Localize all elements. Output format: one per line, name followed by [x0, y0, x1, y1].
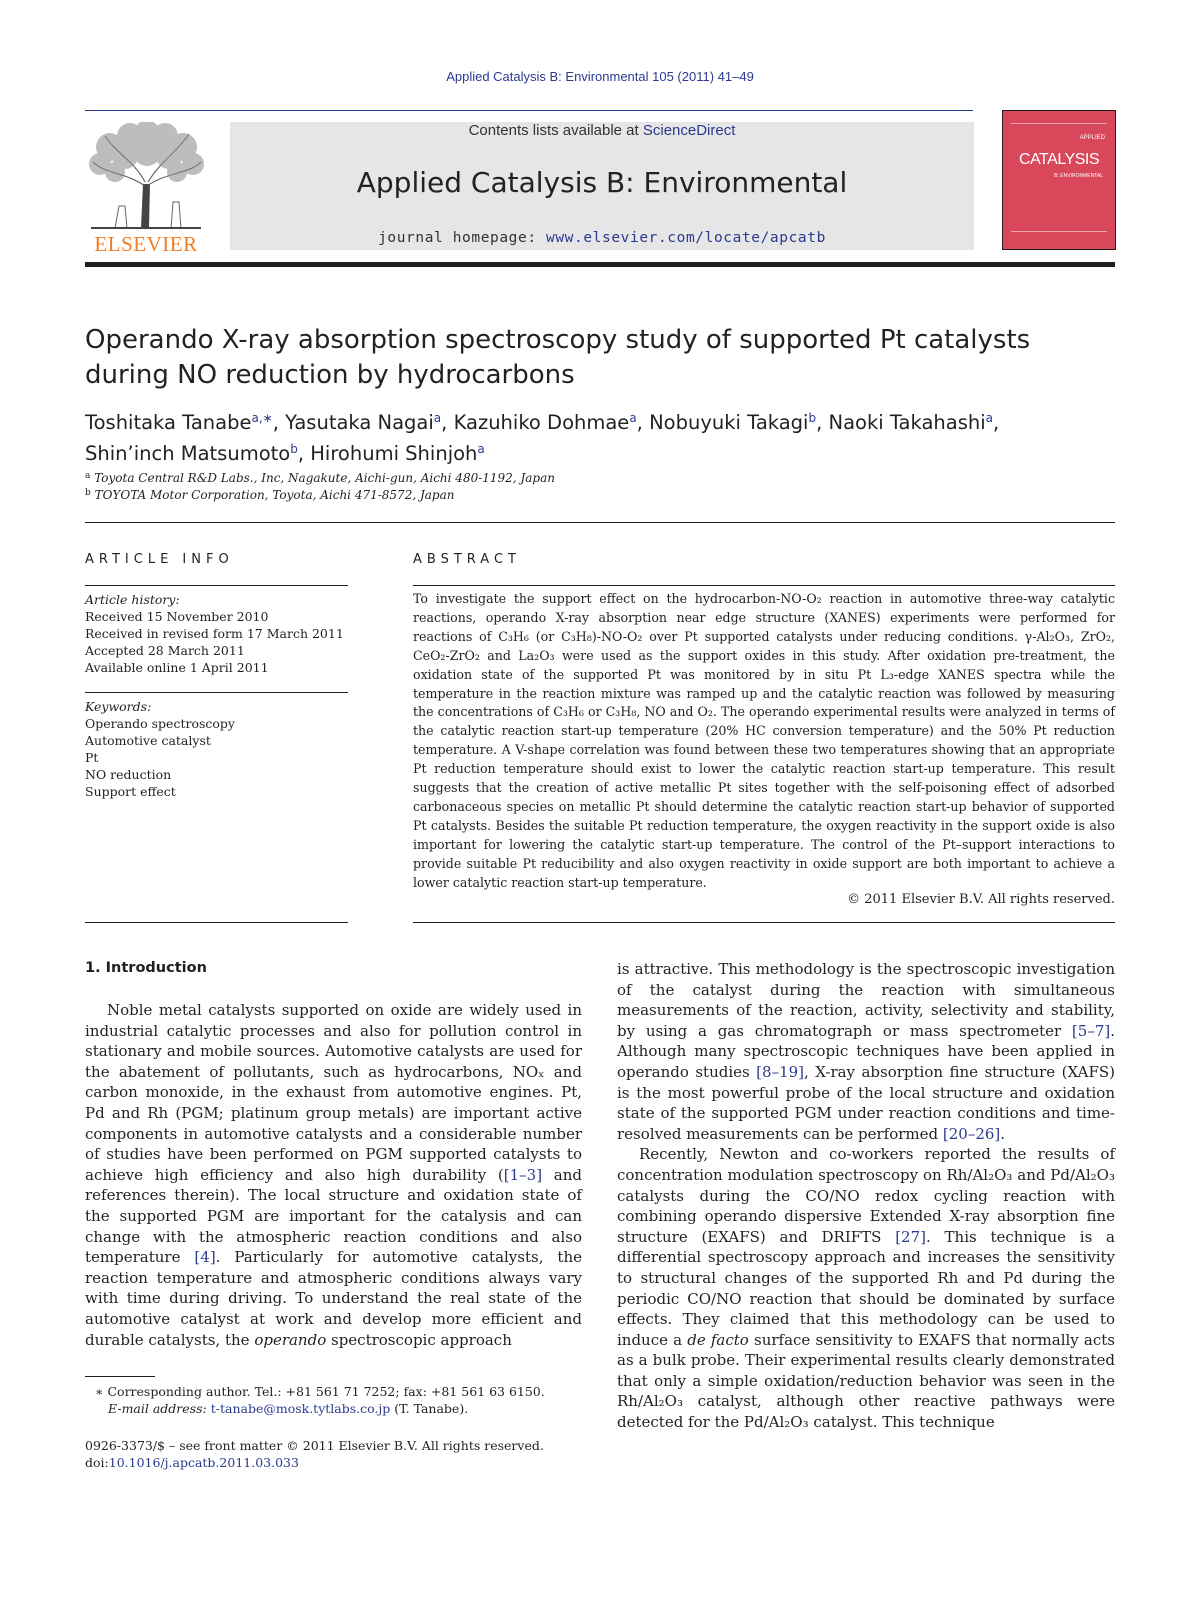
article-info-heading: ARTICLE INFO — [85, 552, 234, 567]
homepage-link[interactable]: www.elsevier.com/locate/apcatb — [546, 230, 826, 246]
author[interactable]: Nobuyuki Takagi — [649, 411, 809, 434]
cover-subtitle: B: ENVIRONMENTAL — [1054, 173, 1103, 179]
paragraph — [617, 1144, 1115, 1432]
author[interactable]: Yasutaka Nagai — [285, 411, 434, 434]
cover-title: CATALYSIS — [1019, 151, 1099, 168]
journal-homepage — [230, 230, 974, 246]
cover-decoration — [1011, 123, 1107, 124]
contents-prefix: Contents lists available at — [468, 122, 639, 139]
sciencedirect-link[interactable]: ScienceDirect — [642, 122, 736, 139]
emphasis: de facto — [687, 1330, 749, 1349]
abstract-rule — [413, 922, 1115, 923]
history-item: Accepted 28 March 2011 — [85, 643, 245, 658]
journal-name: Applied Catalysis B: Environmental — [356, 166, 848, 199]
keyword: Automotive catalyst — [85, 733, 211, 748]
issn-line: 0926-3373/$ – see front matter © 2011 Elsevier B.V. All rights reserved. — [85, 1438, 544, 1453]
keyword: Operando spectroscopy — [85, 716, 235, 731]
journal-banner — [230, 122, 974, 250]
email-suffix: (T. Tanabe). — [394, 1401, 469, 1416]
author-separator: , — [297, 442, 311, 465]
citation-link[interactable]: [5–7] — [1071, 1021, 1111, 1040]
section-rule — [85, 522, 1115, 523]
header-rule — [85, 110, 973, 111]
affiliation — [85, 471, 555, 485]
citation-link[interactable]: [20–26] — [942, 1124, 1001, 1143]
text: . — [1000, 1124, 1006, 1143]
footnote-text: Corresponding author. Tel.: +81 561 71 7252; fax: +81 561 63 6150. — [107, 1384, 545, 1399]
email-label: E-mail address: — [108, 1401, 207, 1416]
abstract-heading: ABSTRACT — [413, 552, 521, 567]
history-item: Available online 1 April 2011 — [85, 660, 269, 675]
citation-link[interactable]: [1–3] — [503, 1165, 543, 1184]
section-heading: 1. Introduction — [85, 960, 207, 976]
author-affiliation-mark[interactable]: a,∗ — [251, 411, 273, 425]
text: . Particularly for automotive catalysts, the reaction temperature and atmospheric conditions always vary with time during driving. To understand the real state of the automotive catalyst at work and develop more efficient and durable catalysts, the — [85, 1248, 582, 1349]
keyword: NO reduction — [85, 767, 172, 782]
author-affiliation-mark[interactable]: a — [433, 411, 442, 425]
text: is attractive. This methodology is the spectroscopic investigation of the catalyst during the reaction with simultaneous measurements of the reaction, activity, selectivity and stability, by using a gas chromatograph or mass spectrometer — [617, 960, 1115, 1040]
affiliation-mark: a — [85, 471, 91, 481]
article-history — [85, 591, 350, 676]
abstract-rule — [413, 585, 1115, 586]
text: spectroscopic approach — [326, 1330, 512, 1349]
elsevier-logo — [85, 122, 207, 257]
keywords-label: Keywords: — [85, 699, 152, 714]
email-link[interactable]: t-tanabe@mosk.tytlabs.co.jp — [210, 1401, 391, 1416]
history-label: Article history: — [85, 592, 180, 607]
author[interactable]: Toshitaka Tanabe — [85, 411, 252, 434]
body-column-right — [617, 959, 1115, 1433]
author-affiliation-mark[interactable]: a — [477, 442, 485, 456]
tree-icon — [85, 122, 207, 230]
affiliation-mark: b — [85, 488, 91, 498]
doi-link[interactable]: 10.1016/j.apcatb.2011.03.033 — [108, 1455, 299, 1470]
author[interactable]: Shin’inch Matsumoto — [85, 442, 291, 465]
text: and references therein). The local structure and oxidation state of the supported PGM are important for the catalysis and can change with the atmospheric reaction conditions and also temperature — [85, 1165, 582, 1267]
author[interactable]: Hirohumi Shinjoh — [310, 442, 478, 465]
footnote-email-line — [108, 1400, 468, 1417]
author-separator: , — [272, 411, 286, 434]
homepage-prefix: journal homepage: — [378, 230, 537, 246]
author-list — [85, 405, 1115, 467]
info-rule — [85, 585, 348, 586]
author-separator: , — [993, 411, 1000, 434]
emphasis: operando — [254, 1330, 327, 1349]
author-affiliation-mark[interactable]: a — [629, 411, 637, 425]
cover-decoration — [1011, 231, 1107, 232]
author-separator: , — [441, 411, 454, 434]
author-affiliation-mark[interactable]: a — [985, 411, 994, 425]
author-affiliation-mark[interactable]: b — [290, 442, 298, 456]
contents-line — [230, 122, 974, 139]
citation-link[interactable]: [27] — [895, 1227, 926, 1246]
info-rule — [85, 692, 348, 693]
article-title: Operando X-ray absorption spectroscopy study of supported Pt catalysts during NO reduction by hydrocarbons — [85, 325, 1031, 390]
affiliation-text: TOYOTA Motor Corporation, Toyota, Aichi 471-8572, Japan — [94, 488, 455, 502]
text: , X-ray absorption fine structure (XAFS) is the most powerful probe of the local structure and oxidation state of the supported PGM under reaction conditions and time-resolved measurements can be performed — [617, 1062, 1115, 1143]
abstract-copyright: © 2011 Elsevier B.V. All rights reserved. — [847, 892, 1115, 907]
doi-line — [85, 1454, 299, 1471]
citation-link[interactable]: [8–19] — [756, 1062, 805, 1081]
paragraph — [85, 1000, 582, 1350]
history-item: Received in revised form 17 March 2011 — [85, 626, 344, 641]
paragraph — [617, 959, 1115, 1144]
footnote-rule — [85, 1376, 155, 1377]
affiliation-text: Toyota Central R&D Labs., Inc, Nagakute, Aichi-gun, Aichi 480-1192, Japan — [94, 471, 555, 485]
journal-citation[interactable]: Applied Catalysis B: Environmental 105 (2011) 41–49 — [446, 69, 754, 84]
author[interactable]: Kazuhiko Dohmae — [453, 411, 630, 434]
text: . This technique is a differential spectroscopy approach and increases the sensitivity to structural changes of the supported Rh and Pd during the periodic CO/NO reaction that should be dominated by surface effects. They claimed that this methodology can be used to induce a — [617, 1227, 1115, 1349]
header-thick-rule — [85, 262, 1115, 267]
text: Noble metal catalysts supported on oxide are widely used in industrial catalytic processes and also for pollution control in stationary and mobile sources. Automotive catalysts are used for the abatement of pollutants, such as hydrocarbons, NOₓ and carbon monoxide, in the exhaust from automotive engines. Pt, Pd and Rh (PGM; platinum group metals) are important active components in automotive catalysts and a considerable number of studies have been performed on PGM supported catalysts to achieve high efficiency and also high durability ( — [85, 1001, 582, 1184]
history-item: Received 15 November 2010 — [85, 609, 269, 624]
text: surface sensitivity to EXAFS that normally acts as a bulk probe. Their experimental results clearly demonstrated that only a simple oxidation/reduction behavior was seen in the Rh/Al₂O₃ catalyst, although other reactive pathways were detected for the Pd/Al₂O₃ catalyst. This technique — [617, 1330, 1116, 1432]
keyword: Pt — [85, 750, 99, 765]
info-rule — [85, 922, 348, 923]
author-separator: , — [816, 411, 829, 434]
cover-top-label: APPLIED — [1079, 135, 1105, 141]
journal-cover[interactable] — [1002, 110, 1116, 250]
citation-link[interactable]: [4] — [194, 1248, 216, 1267]
affiliation — [85, 488, 454, 502]
footnote — [95, 1383, 545, 1400]
abstract-text: To investigate the support effect on the hydrocarbon-NO-O₂ reaction in automotive three-way catalytic reactions, operando X-ray absorption near edge structure (XANES) experiments were performed for reactions of C₃H₆ (or C₃H₈)-NO-O₂ over Pt supported catalysts under reducing conditions. γ-Al₂O₃, ZrO₂, CeO₂-ZrO₂ and La₂O₃ were used as the support oxides in this study. After oxidation pre-treatment, the oxidation state of the supported Pt was monitored by in situ Pt L₃-edge XANES spectra while the temperature in the reaction mixture was ramped up and the catalytic reaction was followed by measuring the concentrations of C₃H₆ or C₃H₈, NO and O₂. The operando experimental results were analyzed in terms of the catalytic reaction start-up temperature (20% HC conversion temperature) and the 50% Pt reduction temperature. A V-shape correlation was found between these two temperatures showing that an appropriate Pt reduction temperature should exist to lower the catalytic reaction start-up temperature. This result suggests that the creation of active metallic Pt sites together with the self-poisoning effect of adsorbed carbonaceous species on metallic Pt should determine the catalytic reaction start-up behavior of supported Pt catalysts. Besides the suitable Pt reduction temperature, the oxygen reactivity in the support oxide is also important for lowering the catalytic start-up temperature. The control of the Pt–support interactions to provide suitable Pt reducibility and also oxygen reactivity in oxide support are both important to achieve a lower catalytic reaction start-up temperature. — [413, 591, 1115, 890]
publisher-name: ELSEVIER — [94, 232, 198, 256]
keywords — [85, 698, 350, 800]
author-affiliation-mark[interactable]: b — [808, 411, 817, 425]
footnote-marker: ∗ — [95, 1384, 104, 1399]
author[interactable]: Naoki Takahashi — [828, 411, 986, 434]
author-separator: , — [636, 411, 650, 434]
keyword: Support effect — [85, 784, 176, 799]
doi-prefix: doi: — [85, 1455, 109, 1470]
text: Recently, Newton and co-workers reported the results of concentration modulation spectroscopy on Rh/Al₂O₃ and Pd/Al₂O₃ catalysts during the CO/NO redox cycling reaction with combining operando dispersive Extended X-ray absorption fine structure (EXAFS) and DRIFTS — [617, 1145, 1115, 1246]
text: . Although many spectroscopic techniques have been applied in operando studies — [617, 1021, 1115, 1081]
body-column-left — [85, 1000, 582, 1350]
